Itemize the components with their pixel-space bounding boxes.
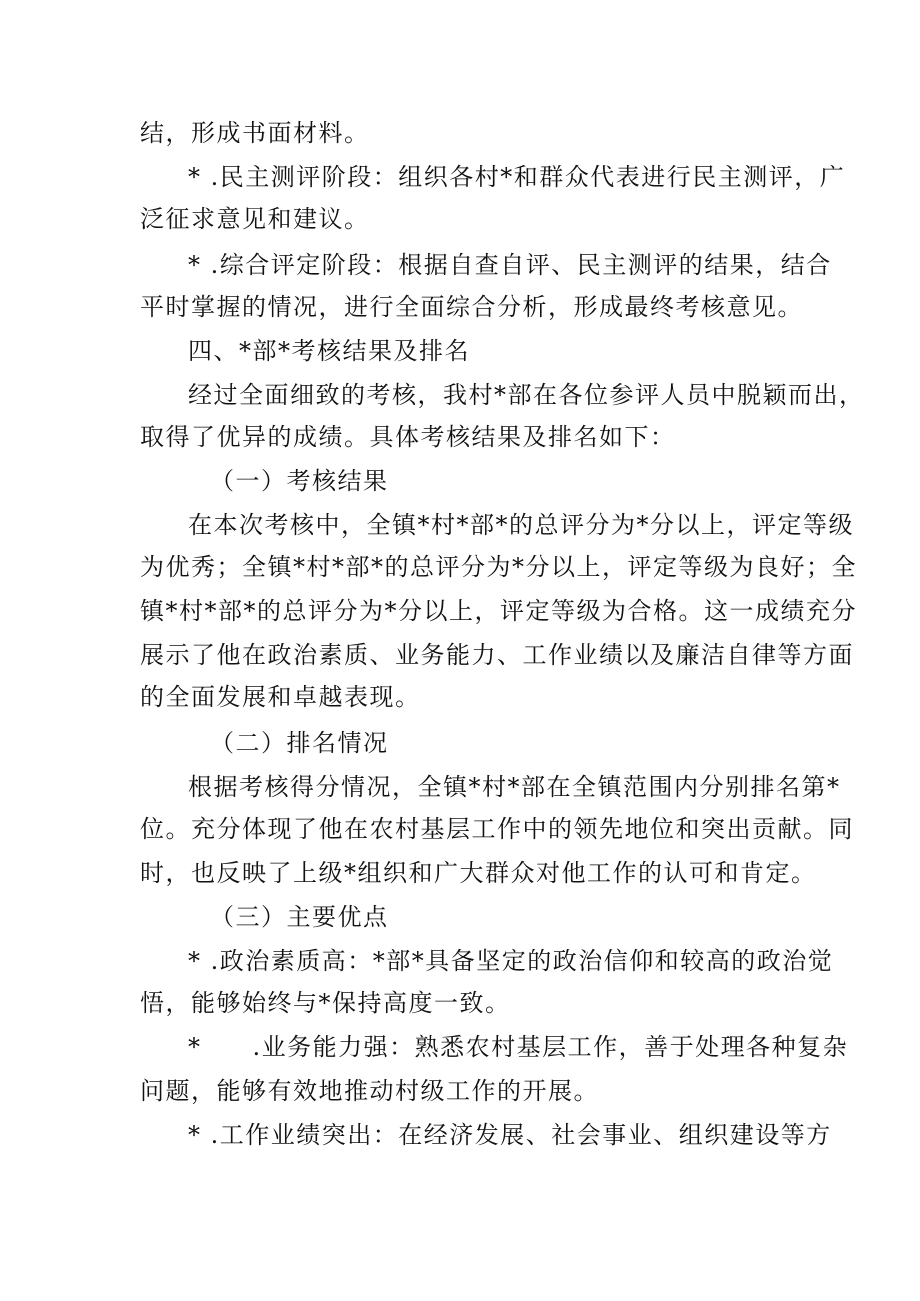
paragraph-line: 时，也反映了上级*组织和广大群众对他工作的认可和肯定。	[140, 859, 817, 887]
paragraph-line: 问题，能够有效地推动村级工作的开展。	[140, 1077, 599, 1105]
paragraph-line: 在本次考核中，全镇*村*部*的总评分为*分以上，评定等级	[188, 511, 854, 539]
paragraph-line: * .民主测评阶段：组织各村*和群众代表进行民主测评，广	[188, 163, 846, 191]
paragraph-line: 为优秀；全镇*村*部*的总评分为*分以上，评定等级为良好；全	[140, 553, 857, 581]
paragraph-line: 平时掌握的情况，进行全面综合分析，形成最终考核意见。	[140, 293, 803, 321]
paragraph-line: 根据考核得分情况，全镇*村*部在全镇范围内分别排名第*	[188, 773, 841, 801]
subsection-heading: （一）考核结果	[210, 467, 389, 495]
paragraph-line: * .业务能力强：熟悉农村基层工作，善于处理各种复杂	[188, 1033, 849, 1061]
subsection-heading: （二）排名情况	[210, 729, 389, 757]
paragraph-line: 镇*村*部*的总评分为*分以上，评定等级为合格。这一成绩充分	[140, 597, 857, 625]
paragraph-line: * .工作业绩突出：在经济发展、社会事业、组织建设等方	[188, 1121, 832, 1149]
paragraph-line: 经过全面细致的考核，我村*部在各位参评人员中脱颖而出，	[188, 381, 865, 409]
paragraph-line: 结，形成书面材料。	[140, 119, 370, 147]
paragraph-line: 泛征求意见和建议。	[140, 205, 370, 233]
paragraph-line: * .政治素质高：*部*具备坚定的政治信仰和较高的政治觉	[188, 947, 834, 975]
paragraph-line: 的全面发展和卓越表现。	[140, 683, 421, 711]
paragraph-line: 展示了他在政治素质、业务能力、工作业绩以及廉洁自律等方面	[140, 641, 854, 669]
section-heading: 四、*部*考核结果及排名	[188, 337, 470, 365]
paragraph-line: 取得了优异的成绩。具体考核结果及排名如下：	[140, 423, 676, 451]
subsection-heading: （三）主要优点	[210, 903, 389, 931]
paragraph-line: 位。充分体现了他在农村基层工作中的领先地位和突出贡献。同	[140, 815, 854, 843]
paragraph-line: * .综合评定阶段：根据自查自评、民主测评的结果，结合	[188, 251, 832, 279]
paragraph-line: 悟，能够始终与*保持高度一致。	[140, 989, 511, 1017]
